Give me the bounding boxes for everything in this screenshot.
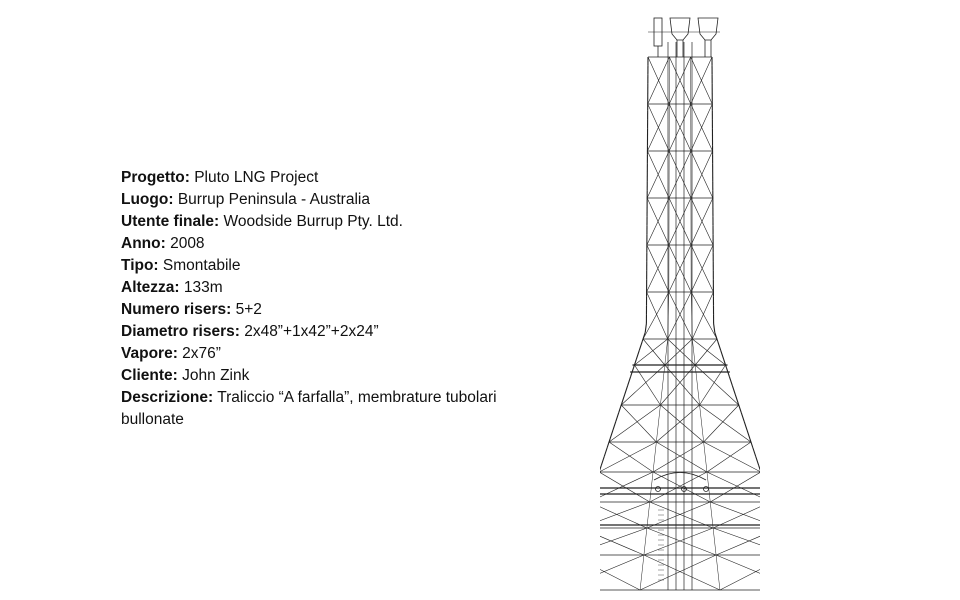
info-row-cliente — [121, 365, 541, 387]
info-row-utente-finale — [121, 211, 541, 233]
info-row-numero-risers — [121, 299, 541, 321]
info-label: Luogo: — [121, 191, 174, 208]
project-info — [121, 167, 541, 431]
info-value: Burrup Peninsula - Australia — [173, 191, 370, 208]
info-row-altezza — [121, 277, 541, 299]
info-label: Progetto: — [121, 169, 190, 186]
info-value: John Zink — [177, 367, 250, 384]
info-label: Numero risers: — [121, 301, 232, 318]
info-row-diametro-risers — [121, 321, 541, 343]
info-label: Tipo: — [121, 257, 159, 274]
info-value: Smontabile — [158, 257, 241, 274]
info-value: 5+2 — [231, 301, 262, 318]
info-value: Pluto LNG Project — [189, 169, 319, 186]
info-value: 2x48”+1x42”+2x24” — [239, 323, 379, 340]
info-row-progetto — [121, 167, 541, 189]
info-label: Diametro risers: — [121, 323, 240, 340]
info-label: Anno: — [121, 235, 166, 252]
info-value: 133m — [179, 279, 223, 296]
tower-drawing — [600, 10, 760, 600]
info-row-descrizione — [121, 387, 541, 431]
info-label: Altezza: — [121, 279, 180, 296]
info-value: 2008 — [165, 235, 205, 252]
info-row-tipo — [121, 255, 541, 277]
flare-tower-elevation-drawing — [600, 10, 760, 595]
info-value: Woodside Burrup Pty. Ltd. — [219, 213, 403, 230]
info-row-anno — [121, 233, 541, 255]
info-label: Vapore: — [121, 345, 178, 362]
info-label: Utente finale: — [121, 213, 220, 230]
info-label: Descrizione: — [121, 389, 214, 406]
info-row-vapore — [121, 343, 541, 365]
info-row-luogo — [121, 189, 541, 211]
info-value: Traliccio “A farfalla”, membrature tubolari bullonate — [121, 389, 497, 428]
info-value: 2x76” — [177, 345, 221, 362]
info-label: Cliente: — [121, 367, 178, 384]
